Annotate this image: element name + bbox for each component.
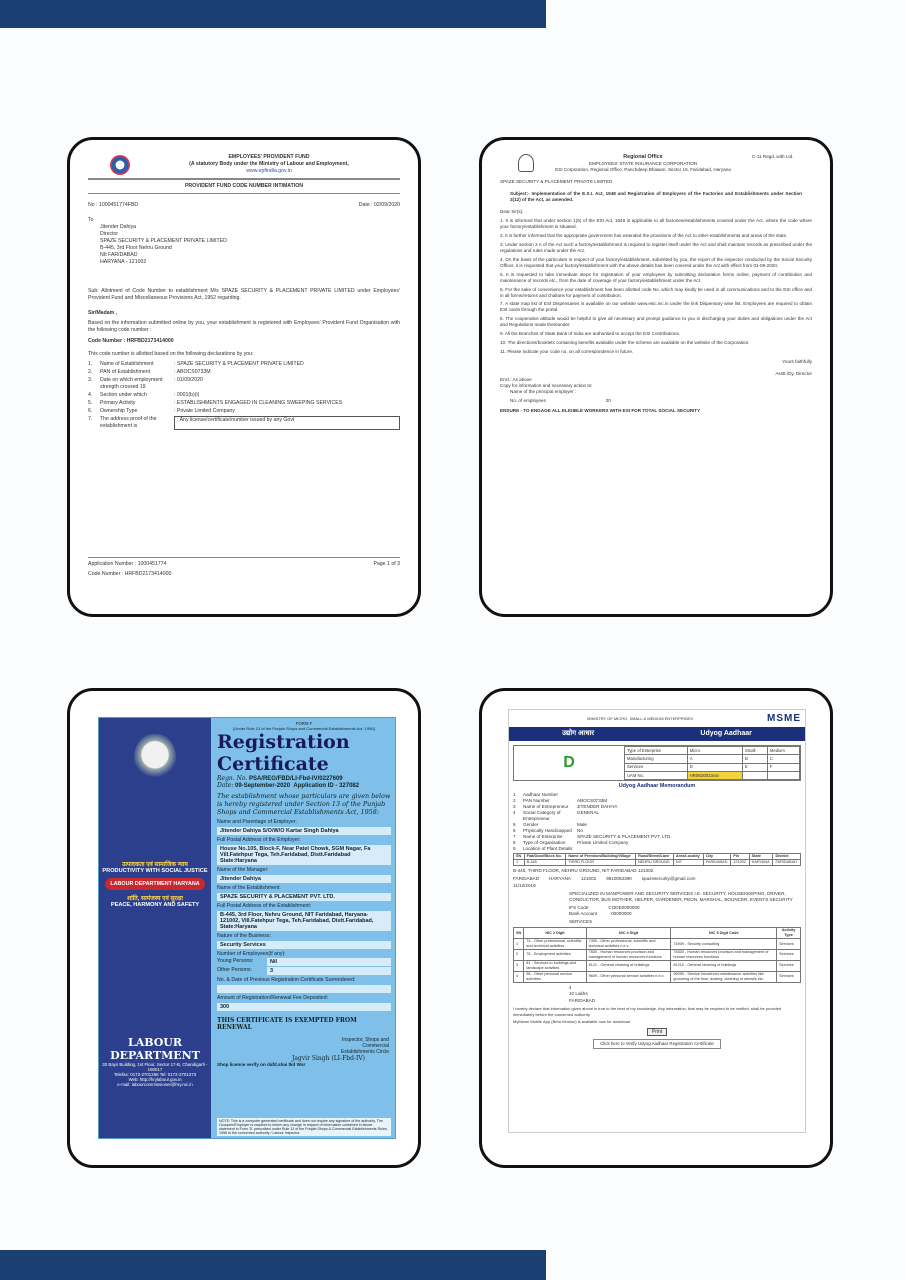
ua-nic-cell: 81 - Services to buildings and landscape activities [524,960,586,971]
ua-nic-cell: Services [777,949,801,960]
pf-detail-key: The address proof of the establishment is [100,416,157,430]
ua-plant-table [513,853,801,866]
ua-detail-key: Name of Enterprise [523,833,563,839]
pf-addressee-line: Jitender Dahiya [100,224,137,231]
labour-motto-productivity: PRODUCTIVITY WITH SOCIAL JUSTICE [102,868,208,874]
pf-addressee-line: SPAZE SECURITY & PLACEMENT PRIVATE LIMITED [100,238,227,245]
ua-nic-cell: 78300 - Human resources provision and management of human resources functions [671,949,777,960]
ua-detail-value: GENERAL [577,809,599,815]
cert-field-label: Name of the Manager: [217,867,269,873]
labour-dept-phone: Telefax: 0172-2701266 Tel: 0172-2701373 [113,1072,197,1077]
ua-detail-row [513,846,801,852]
labour-dept-title: LABOUR DEPARTMENT [110,1036,200,1062]
ua-major-activity: SERVICES [569,919,593,925]
esic-copy-name: Name of the principal employer : [510,389,577,395]
ua-plant-cell: FARIDABAD [703,859,730,865]
ua-plant-cell: FARIDABAD [773,859,801,865]
labour-hindi-motto-2: शांति, सामंजस्य एवं सुरक्षा [127,896,183,902]
ua-detail-num: 5 [513,821,516,827]
esic-subject: Subject:- Implementation of the E.S.I. Act, 1948 and Registration of Employers of the Factories and Establishments under Section 2(12) of the Act, as amended. [510,190,802,202]
cert-intro: The establishment whose particulars are given below is hereby registered under Section 13 of the Punjab Shops and Commercial Establishments Act, 1958: [217,792,391,816]
esic-paragraph: 2. It is further informed that the appropriate government has extended the provisions of the Act to other establishments and areas of the state. [500,232,788,238]
ua-plant-header [514,853,801,859]
ua-investment: 10 Lakhs [569,991,588,997]
ua-nic-cell: 78 - Employment activities [524,949,586,960]
ua-office-addr: B-445, THIRD FLOOR, NEHRU GROUND, NIT FARIDABAD 121002 [513,867,654,873]
pf-detail-row [88,400,400,407]
cert-employees-label: Number of Employees(if any): [217,951,286,957]
cert-form: FORM F [295,721,313,726]
ua-mobile: 9810053390 [606,875,632,881]
pf-detail-row [88,377,400,391]
ua-commencement: 11/12/2019 [513,883,536,889]
ua-plant-head-cell: State [749,853,773,859]
ua-ifs: IFS Code [569,905,589,911]
ua-detail-num: 3 [513,803,516,809]
labour-dept-panel [99,718,211,1138]
ua-nic-table [513,927,801,982]
ua-bank-acc-val: 00000000 [611,911,632,917]
ua-nic-cell: 1 [514,939,524,950]
pf-detail-key: Section under which [100,392,147,399]
ua-print-button[interactable]: Print [647,1028,667,1037]
labour-banner: LABOUR DEPARTMENT HARYANA [105,878,205,890]
pf-detail-num: 2. [88,369,93,376]
pf-subject: Sub: Allotment of Code Number to establishment M/s SPAZE SECURITY & PLACEMENT PRIVATE LIMITED under Employees' Provident Fund and Miscellaneous Provisions Act, 1952 regarding. [88,288,400,302]
ua-nic-cell: 96090 - Service household maintenance activities like grooming of the floor, dusting, cleaning of utensils etc. [671,971,777,982]
pf-detail-key: Primary Activity [100,400,136,407]
pf-addressee-line: HARYANA - 121002 [100,259,147,266]
ua-memo-title: Udyog Aadhaar Memorandum [618,783,696,789]
ua-grade-cell: Type of Enterprise [625,747,688,755]
ua-plant-head-cell: SN [514,853,525,859]
pf-to: To [88,217,94,224]
esic-no-employees-val: 20 [605,398,611,404]
ua-grade-cell: Medium [767,747,799,755]
cert-exempt: THIS CERTIFICATE IS EXEMPTED FROM RENEWAL [217,1017,357,1031]
ua-prev-reg: SPECIALIZED IN MANPOWER AND SECURITY SERVICES I.E. SECURITY, HOUSEKEEPING, DRIVER, CONDUCTOR, BUS MOTHER, HELPER, GARDENER, PEON, MARSHAL, BOUNCER, EVENTS SECURITY [569,891,793,903]
ua-grade-cell: F [767,763,799,771]
esic-office-sub: EMPLOYEES' STATE INSURANCE CORPORATION [588,161,698,167]
ua-plant-row [514,859,801,865]
ua-detail-key: Name of Entrepreneur [523,803,569,809]
ua-ifs-val: CODE0000000 [608,905,640,911]
epfo-logo-icon [110,155,130,175]
pf-document [88,154,400,600]
ua-nic-cell: 9609 - Other personal service activities n.e.c. [586,971,671,982]
ua-detail-key: Type of Organisation [523,839,566,845]
esic-encl: Encl.: As above [500,377,532,383]
pf-detail-num: 1. [88,361,93,368]
cert-field-value: Jitender Dahiya S/O/W/O Kartar Singh Dahiya [217,827,391,835]
esic-paragraph: 1. It is informed that under section 1(5) of the ESI Act, 1948 is applicable to all factories/establishments covered under the Act, where the code where your factory/establishment is situated. [500,217,812,229]
cert-young-label: Young Persons: [217,958,254,964]
pf-salutation: Sir/Madam , [88,310,118,317]
ua-nic-head-cell: Activity Type [777,928,801,939]
pf-org-subtitle: (A statutory Body under the Ministry of Labour and Employment, [189,161,349,168]
esic-copy: Copy for information and necessary action to: [500,383,593,389]
pf-detail-row [88,392,400,399]
pf-doc-title: PROVIDENT FUND CODE NUMBER INTIMATION [184,183,304,190]
ua-persons: 4 [569,984,572,990]
pf-website: www.epfindia.gov.in [246,168,292,175]
registration-certificate-card [67,688,421,1168]
ua-plant-cell: THIRD FLOOR [566,859,636,865]
cert-regn-label: Regn. No. [217,775,248,782]
pf-detail-row [88,361,400,368]
ua-nic-head-cell: NIC 2 Digit [524,928,586,939]
ua-email: spazesecurity@gmail.com [641,875,696,881]
ua-grade-cell: E [743,763,768,771]
ua-plant-head-cell: District [773,853,801,859]
pf-details-list [88,361,400,430]
ua-nic-cell: 7830 - Human resources provision and management of human resources functions [586,949,671,960]
cert-fee-val: 300 [217,1003,391,1011]
pf-detail-num: 3. [88,377,93,384]
cert-other-label: Other Persons: [217,967,252,973]
esic-letter-card [479,137,833,617]
ua-detail-key: PAN Number [523,797,550,803]
esic-paragraph: 3. Under section 2 A of the Act such a factory/establishment is required to register itself under the Act and shall maintain records as prescribed under the regulations and rules made under the Act. [500,241,812,253]
ua-details [513,792,801,852]
pf-detail-value: : 0001(b)(i) [174,392,200,399]
ua-dic: FARIDABAD [569,998,596,1004]
pf-addressee-line: Director [100,231,119,238]
ua-pin: 121002 [580,875,597,881]
ua-grade-cell: Services [625,763,688,771]
ua-detail-key: Physically Handicapped [523,827,572,833]
ua-mobile-app: MyMsme Mobile App (Beta Version) is available now for download [513,1018,630,1024]
ua-grade-row [625,755,800,763]
ua-detail-num: 4 [513,809,516,815]
ua-detail-num: 6 [513,827,516,833]
esic-paragraph: 7. A state map list of ESI Dispensaries is available on our website www.esic.nic.in under the link Dispensary wise list. Employees are required to obtain ESI cards through the portal. [500,301,812,313]
ua-state: HARYANA [549,875,571,881]
ua-grade-cell: C [767,755,799,763]
esic-no-employees: No. of employees [510,398,546,404]
esic-emblem-icon [518,154,534,172]
cert-previous-label: No. & Date of Previous Registration Certificate Surrendered: [217,977,356,983]
ua-nic-cell: 4 [514,971,524,982]
ua-detail-key: Social Category of Entrepreneur [523,809,561,821]
esic-footer: ENSURE - TO ENGAGE ALL ELIGIBLE WORKERS WITH ESI FOR TOTAL SOCIAL SECURITY [500,408,701,414]
pf-code-footer: Code Number : HRFBD2173414000 [88,570,172,577]
ua-grade-cell [743,771,768,779]
cert-field-value: B-445, 3rd Floor, Nehru Ground, NIT Faridabad, Haryana-121002, Vill.Fatehpur Tega, Teh.Faridabad, Distt.Faridabad, State:Haryana [217,911,391,931]
labour-dept-web: Web: http://hrylabour.gov.in [128,1077,182,1082]
esic-paragraph: 6. For the sake of convenience your establishment has been allotted code No. which may kindly be used in all communications and to the ESI office and in all forms/returns and challans for payment of contribution. [500,286,812,298]
esic-paragraph: 9. All the Branches of State Bank of India are authorised to accept the ESI Contributions. [500,331,681,337]
ua-detail-value [577,846,801,852]
pf-detail-value: : ABOCS0733M [174,369,211,376]
ua-detail-value: ABOCS0733M [577,797,608,803]
esic-paragraph: 8. The cooperative attitude would be helpful to give all necessary and prompt guidance to you in discharging your duties and obligations under the Act and Regulations made thereunder. [500,316,812,328]
ua-nic-row [514,949,801,960]
ua-grade-table [624,746,800,780]
ua-nic-cell: 96 - Other personal service activities [524,971,586,982]
ua-grade-cell: D [687,763,742,771]
ua-plant-cell: 121002 [731,859,749,865]
ua-detail-num: 1 [513,792,516,798]
pf-org-name: EMPLOYEES' PROVIDENT FUND [228,154,310,160]
udyog-aadhaar-card [479,688,833,1168]
pf-application-number: Application Number : 1000451774 [88,560,167,567]
ua-detail-value: JITENDER DAHIYA [577,803,618,809]
ua-ministry: MINISTRY OF MICRO, SMALL & MEDIUM ENTERPRISES [587,715,693,721]
ua-verify-button[interactable]: Click here to Verify Udyog Aadhaar Registration Certificate [593,1039,721,1049]
pf-ref-no: No : 1000451774FBD [88,202,139,209]
cert-field-value: SPAZE SECURITY & PLACEMENT PVT. LTD. [217,893,391,901]
cert-fields [213,819,395,949]
ua-nic-head-cell: NIC 5 Digit Code [671,928,777,939]
ua-nic-cell: Services [777,971,801,982]
ua-detail-num: 8 [513,839,516,845]
ua-nic-cell: 3 [514,960,524,971]
ua-detail-row [513,810,801,822]
ua-detail-num: 2 [513,797,516,803]
cert-note: NOTE: This is a computer generated certificate and does not require any signature of the authority. The Occupier/Employer is required to inform any change in respect of information contained in above statement in Form 'D' prescribed under Rule 13 of the Punjab Shops & Commercial Establishments Rules, 1958 to the concerned authority / Labour Inspector. [217,1118,391,1136]
labour-motto-peace: PEACE, HARMONY AND SAFETY [110,902,200,908]
certificate-body [213,718,395,1138]
esic-sign: Yours faithfully [782,359,812,365]
labour-dept-addr: 30 Bays Building, 1st Floor, Sector 17-B, Chandigarh - 160017 [102,1062,208,1072]
ua-grade-row [625,747,800,755]
ua-nic-cell: 74 - Other professional, scientific and technical activities [524,939,586,950]
cert-inspector: Inspector, Shops and Commercial Establishments Circle [340,1037,389,1055]
udyog-aadhaar-document [508,709,806,1133]
cert-previous-val [217,985,391,993]
cert-field-label: Full Postal Address of the Establishment: [217,903,312,909]
top-banner-bar [0,0,546,28]
ua-nic-row [514,971,801,982]
pf-detail-num: 5. [88,400,93,407]
ua-grade-cell [767,771,799,779]
pf-allotted-text: This code number is allotted based on the following declarations by you: [88,351,254,358]
pf-detail-value: : ESTABLISHMENTS ENGAGED IN CLEANING SWEEPING SERVICES [174,400,343,407]
ua-nic-cell: Services [777,960,801,971]
pf-detail-row [88,416,400,430]
pf-detail-value: : 01/09/2020 [174,377,203,384]
cert-field-label: Name and Parentage of Employer: [217,819,297,825]
cert-form-sub: [Under Rule 13 of the Punjab Shops and Commercial Establishments Act, 1958] [233,726,375,731]
ua-detail-key: Location of Plant Details [523,845,573,851]
esic-sign2: Asstt./Dy. Director [775,371,812,377]
cert-verify: Shop licence verify on dafd.shai tkd Wsr [217,1062,306,1067]
cert-field-value: House No.105, Block-F, Near Patel Chowk, SGM Nagar, Fa Vill.Fatehpur Tega, Teh.Faridabad, Distt.Faridabad State:Haryana [217,845,391,865]
esic-paragraph: 11. Please indicate your code no. on all correspondence in future. [500,349,634,355]
ua-detail-key: Gender [523,821,539,827]
esic-paragraphs [500,218,812,355]
esic-paragraph: 4. On the basis of the particulars in respect of your factory/establishment, submitted by you, the report of the inspector conducted by the Social Security Officer, it is requested that your factory/establishment with the above details has been covered under the Act with effect from 01-09-2020. [500,256,812,268]
ua-plant-head-cell: Flat/Door/Block No. [524,853,566,859]
pf-detail-key: Date on which employment strength crossed 19 [100,377,163,391]
ua-grade-row [625,771,800,779]
ua-grade: D [563,754,575,771]
ua-nic-head-cell: SN [514,928,524,939]
ua-plant-head-cell: City [703,853,730,859]
esic-office-addr: ESI Corporation, Regional Office, Panchdeep Bhawan, Sector 16, Faridabad, Haryana [555,166,731,172]
pf-detail-row [88,369,400,376]
labour-dept-email: e-mail: labourcommissioner@hry.nic.in [117,1082,193,1087]
cert-field-label: Nature of the Business: [217,933,271,939]
ua-nic-header [514,928,801,939]
pf-detail-key: Name of Establishment [100,361,154,368]
pf-code-number: Code Number : HRFBD2173414000 [88,338,174,345]
ua-plant-cell: 1 [514,859,525,865]
bottom-banner-bar [0,1250,546,1280]
labour-hindi-motto: उत्पादकता एवं सामाजिक न्याय [122,862,188,868]
ua-nic-cell: 74909 - Security consulting [671,939,777,950]
cert-regn-no: PSA/REG/FBD/LI-Fbd-IV/0227609 [248,776,343,782]
esic-document [500,154,812,600]
esic-salutation: Dear Sir(s), [500,208,524,214]
pf-detail-num: 7. [88,416,93,423]
ua-nic-cell: 7490 - Other professional, scientific and technical activities n.e.c. [586,939,671,950]
ua-nic-row [514,960,801,971]
registration-certificate [98,717,396,1139]
ua-grade-cell: Manufacturing [625,755,688,763]
esic-paragraph: 5. It is requested to take immediate steps for registration of your employees by submitting declaration forms online, payment of contribution and maintenance of records etc., from the date of coverage of your factory/establishment under the Act. [500,271,812,283]
esic-paragraph: 10. The directions/booklets containing benefits available under the scheme are available on the website of the Corporation. [500,340,750,346]
cert-fee-label: Amount of Registration/Renewal Fee Deposited: [217,995,329,1001]
pf-detail-key: PAN of Establishment [100,369,151,376]
pf-detail-key: Ownership Type [100,408,138,415]
esic-addressee: SPAZE SECURITY & PLACEMENT PRIVATE LIMITED [500,178,613,184]
ua-nic-cell: Services [777,939,801,950]
ua-brand: Udyog Aadhaar [700,730,752,738]
ua-nic-head-cell: NIC 4 Digit [586,928,671,939]
pf-date: Date : 02/09/2020 [358,202,400,209]
cert-date-label: Date: [217,782,234,789]
esic-top-right: C-11 Regd. with Ltd. [752,154,794,159]
ua-grade-cell: A [687,755,742,763]
ua-detail-value: SPAZE SECURITY & PLACEMENT PVT. LTD. [577,833,672,839]
ua-plant-cell: NIT [673,859,703,865]
ua-msme-logo: MSME [767,713,801,724]
pf-detail-value: : Private Limited Company [174,408,235,415]
ua-declaration: I hereby declare that information given above is true to the best of my knowledge. Any information, that may be required to be verified, shall be provided immediately before the concerned authority. [513,1006,782,1017]
haryana-emblem-icon [134,734,176,786]
cert-application-id: Application ID - 327082 [293,783,360,789]
ua-grade-cell: HR05D0023xxx [687,771,742,779]
pf-intro: Based on the information submitted online by you, your establishment is registered with Employees' Provident Fund Organisation with the following code number : [88,320,400,334]
ua-detail-value: No [577,827,583,833]
ua-grade-cell: B [743,755,768,763]
cert-field-label: Name of the Establishment: [217,885,281,891]
ua-grade-cell: UAM No. [625,771,688,779]
ua-plant-cell: NEHRU GROUND [636,859,674,865]
ua-plant-head-cell: Road/Street/Lane [636,853,674,859]
ua-nic-cell: 2 [514,949,524,960]
esic-office: Regional Office [623,154,663,160]
ua-grade-cell: Micro [687,747,742,755]
ua-plant-cell: B-445 [524,859,566,865]
ua-detail-num: 9 [513,845,516,851]
ua-bank-acc: Bank Account [569,911,598,917]
ua-plant-head-cell: Area/Locality [673,853,703,859]
ua-detail-value: Male [577,821,587,827]
ua-grade-cell: Small [743,747,768,755]
cert-young-val: Nil [267,958,391,966]
ua-brand-hindi: उद्योग आधार [562,730,595,738]
cert-date: 09-September-2020 [235,783,291,789]
pf-detail-num: 4. [88,392,93,399]
ua-plant-head-cell: Pin [731,853,749,859]
cert-field-value: Jitender Dahiya [217,875,391,883]
ua-detail-value: Private Limited Company [577,839,629,845]
pf-addressee-line: B-445, 3rd Floor Nehru Ground [100,245,172,252]
pf-detail-row [88,408,400,415]
ua-plant-head-cell: Name of Premises/Building/Village [566,853,636,859]
ua-district: FARIDABAD [513,875,540,881]
cert-other-val: 3 [267,967,391,975]
pf-detail-value: : Any license/certificate/number issued by any Govt [174,416,400,430]
pf-detail-value: : SPAZE SECURITY & PLACEMENT PRIVATE LIMITED [174,361,304,368]
ua-nic-cell: 81210 - General cleaning of buildings [671,960,777,971]
pf-addressee-line: NIt FARIDABAD [100,252,138,259]
pf-detail-num: 6. [88,408,93,415]
ua-nic-row [514,939,801,950]
cert-field-value: Security Services [217,941,391,949]
ua-plant-cell: HARYANA [749,859,773,865]
cert-field-label: Full Postal Address of the Employer: [217,837,301,843]
cert-title: Registration Certificate [217,731,350,775]
ua-detail-num: 7 [513,833,516,839]
cert-sign: Jagvir Singh (LI-Fbd-IV) [291,1055,365,1062]
pf-certificate-card [67,137,421,617]
ua-grade-row [625,763,800,771]
ua-detail-key: Aadhaar Number [523,792,558,798]
pf-page: Page 1 of 3 [373,560,400,567]
ua-nic-cell: 8121 - General cleaning of buildings [586,960,671,971]
